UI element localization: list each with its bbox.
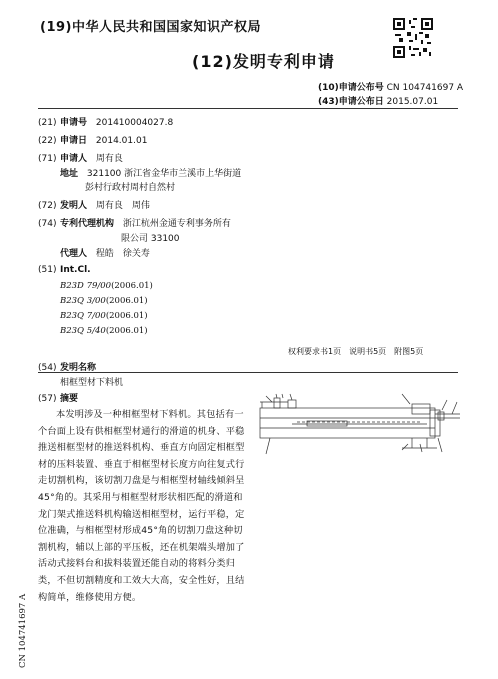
invention-title-heading: (54) 发明名称	[38, 363, 97, 373]
inventors: (72) 发明人 周有良 周伟	[38, 201, 150, 211]
publication-number-label: (10)申请公布号	[318, 83, 384, 93]
classification-4: B23Q 5/40(2006.01)	[60, 326, 148, 336]
machine-drawing	[252, 388, 467, 468]
applicant: (71) 申请人 周有良	[38, 154, 123, 164]
patent-agency-line2: 限公司 33100	[121, 234, 180, 244]
patent-agency: (74) 专利代理机构 浙江杭州金通专利事务所有	[38, 219, 231, 229]
classification-1: B23D 79/00(2006.01)	[60, 281, 153, 291]
qr-code	[393, 18, 433, 58]
publication-date	[318, 94, 438, 107]
classification-2: B23Q 3/00(2006.01)	[60, 296, 148, 306]
header-divider	[38, 108, 458, 109]
sidebar-publication-code: CN 104741697 A	[18, 593, 28, 668]
publication-number	[318, 80, 463, 93]
application-date: (22) 申请日 2014.01.01	[38, 136, 148, 146]
invention-title: 相框型材下料机	[60, 378, 124, 388]
publication-date-label: (43)申请公布日	[318, 97, 384, 107]
applicant-address: 地址 321100 浙江省金华市兰溪市上华街道	[60, 169, 242, 179]
publication-number-value: CN 104741697 A	[386, 83, 464, 93]
office-name: (19)中华人民共和国国家知识产权局	[40, 20, 261, 35]
agent: 代理人 程皓 徐关寿	[60, 249, 150, 259]
int-cl: (51) Int.Cl.	[38, 265, 91, 275]
abstract-text: 本发明涉及一种相框型材下料机。其包括有一个台面上设有供相框型材通行的滑道的机身、平稳推送相框型材的推送料机构、垂直方向固定相框型材的压料装置、垂直于相框型材长度方向往复式行走切割机构，该切割刀盘是与相框型材轴线倾斜呈45°角的。其采用与相框型材形状相匹配的滑道和龙门架式推送料机构输送相框型材，运行平稳，定位准确，与相框型材形成45°角的切割刀盘这种切割机构，辅以上部的平压板，还在机架端头增加了活动式接料台和拔料装置还能自动的将料分类归类，不但切割精度和工效大大高，安全性好，且结构简单，维修使用方便。	[38, 409, 245, 603]
applicant-address-line2: 彭村行政村周村自然村	[85, 183, 176, 193]
publication-date-value: 2015.07.01	[386, 97, 439, 107]
abstract-heading: (57) 摘要	[38, 394, 79, 404]
page-count-note: 权利要求书1页 说明书5页 附图5页	[288, 347, 424, 356]
application-number: (21) 申请号 201410004027.8	[38, 118, 174, 128]
document-type: (12)发明专利申请	[192, 52, 335, 71]
section-divider	[38, 372, 458, 373]
classification-3: B23Q 7/00(2006.01)	[60, 311, 148, 321]
